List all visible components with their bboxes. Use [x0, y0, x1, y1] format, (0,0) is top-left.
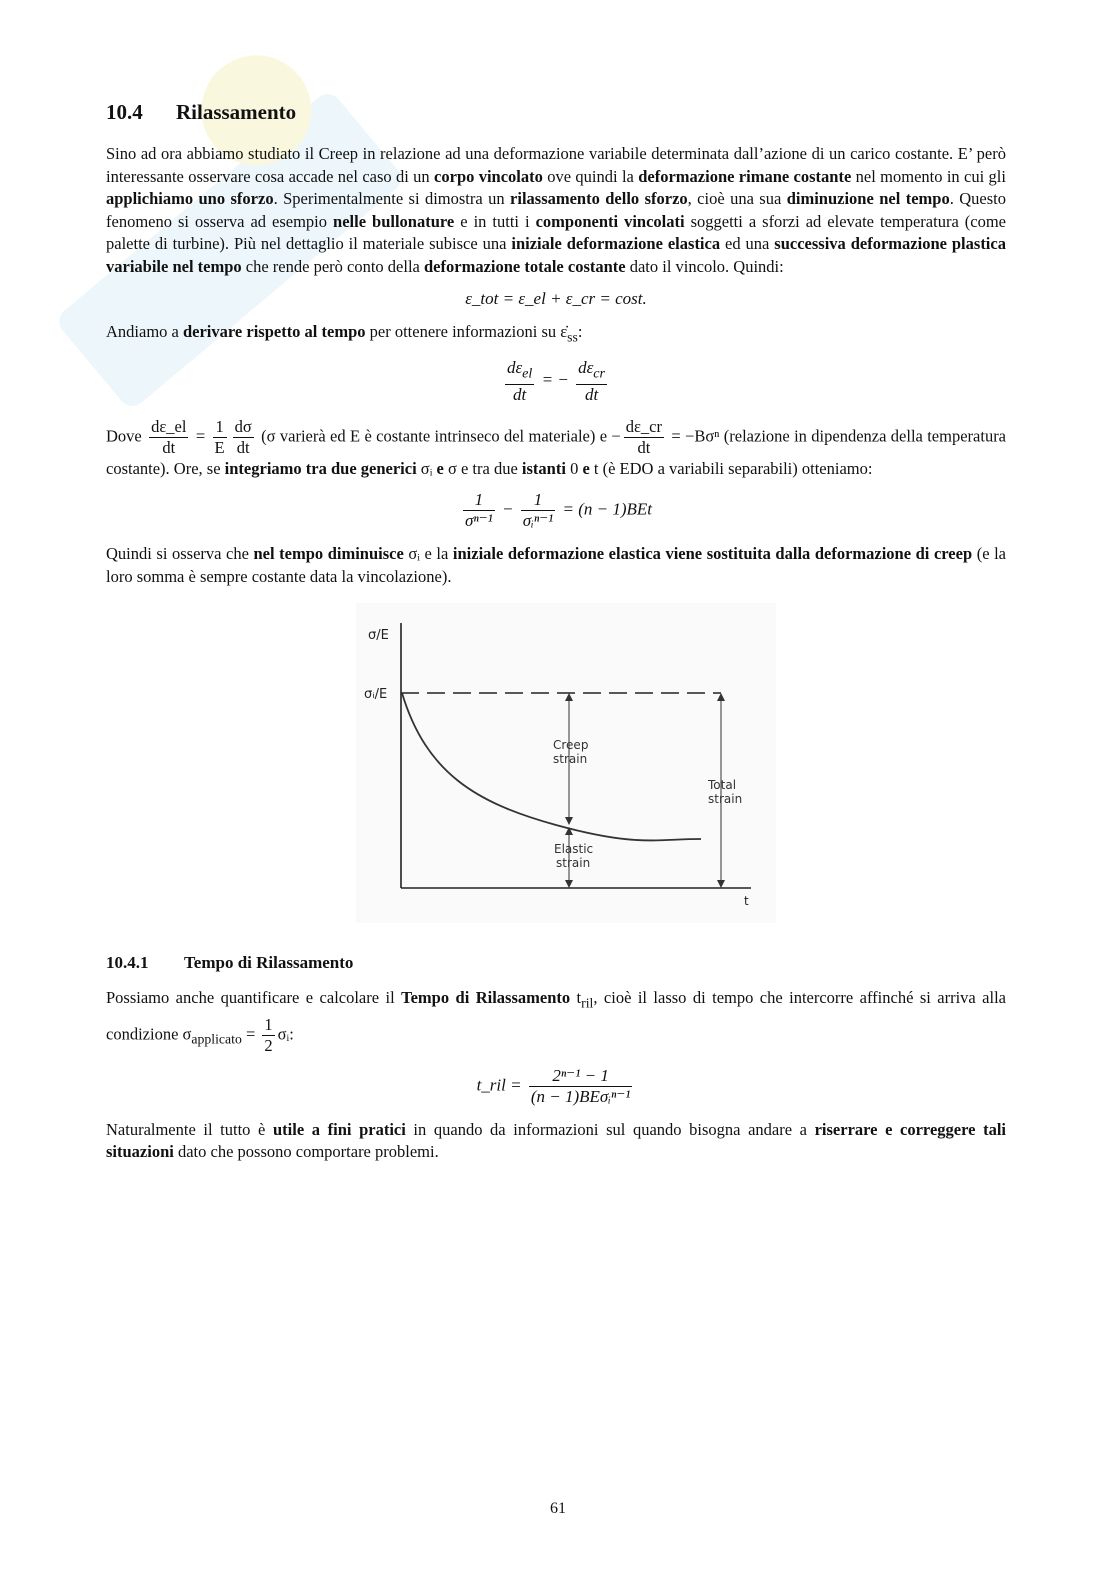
text: t: [570, 987, 582, 1007]
elastic-strain-label: strain: [556, 855, 591, 870]
text: soggetti a sforzi ad elevate temperatura (come palette di turbine). Più nel dettaglio il materiale subisce una: [106, 211, 1007, 254]
text: , cioè il lasso di tempo che intercorre affinché si arriva alla condizione σ: [106, 987, 1006, 1043]
denominator: (n − 1)BEσᵢⁿ⁻¹: [530, 1086, 631, 1106]
bold-text: applichiamo uno sforzo: [106, 189, 274, 209]
fraction: [521, 490, 556, 531]
operator: = −: [537, 370, 574, 390]
elastic-strain-label: Elastic: [554, 841, 594, 856]
text: che rende però conto della: [241, 256, 424, 276]
subscript: el: [522, 365, 533, 382]
bold-text: iniziale deformazione elastica: [511, 234, 721, 254]
text: σᵢ:: [277, 1023, 294, 1043]
subscript: cr: [593, 365, 606, 382]
text: σᵢ: [416, 458, 437, 478]
equation-total-strain: ε_tot = ε_el + ε_cr = cost.: [465, 288, 647, 308]
text: . Sperimentalmente si dimostra un: [273, 189, 511, 209]
text: Andiamo a: [106, 321, 183, 341]
text: Sino ad ora abbiamo studiato il Creep in relazione ad una deformazione variabile determinata dall’azione di un carico costante. E’ però interessante osservare cosa accade nel caso di un: [106, 144, 1006, 186]
numerator: dσ: [234, 416, 252, 436]
total-strain-label: Total: [708, 777, 737, 792]
initial-stress-label: σᵢ/E: [364, 686, 388, 702]
bold-text: derivare rispetto al tempo: [182, 321, 366, 341]
fraction: [576, 358, 607, 404]
text: dato il vincolo. Quindi:: [625, 256, 784, 276]
section-title: Rilassamento: [176, 100, 297, 124]
paragraph-dove: [106, 417, 1006, 481]
bold-text: deformazione rimane costante: [638, 166, 852, 186]
numerator: 2ⁿ⁻¹ − 1: [529, 1066, 633, 1087]
numerator: 1: [463, 490, 495, 511]
subscript: applicato: [191, 1031, 242, 1047]
bold-text: iniziale deformazione elastica viene sostituita dalla deformazione di creep: [452, 544, 973, 564]
equation-rhs: = (n − 1)BEt: [558, 499, 653, 519]
text: (σ varierà ed E è costante intrinseco del materiale) e −: [256, 426, 621, 446]
denominator: E: [214, 437, 225, 457]
numerator: dε: [506, 358, 523, 378]
bold-text: nelle bullonature: [333, 211, 455, 231]
bold-text: e: [436, 458, 444, 478]
text: ed una: [720, 234, 775, 254]
subscript: ss: [567, 328, 578, 344]
text: :: [577, 321, 583, 341]
text: t (è EDO a variabili separabili) otteniamo:: [589, 458, 873, 478]
paragraph-derive: [106, 321, 1006, 349]
text: σᵢ e la: [403, 544, 453, 564]
section-heading: [106, 100, 1006, 125]
subsection-number: 10.4.1: [106, 952, 149, 972]
text: Naturalmente il tutto è: [106, 1119, 273, 1139]
subsection-heading: [106, 953, 1006, 973]
fraction: [149, 417, 188, 458]
denominator: dt: [162, 437, 176, 457]
operator: =: [195, 426, 206, 446]
text: per ottenere informazioni su ε̇: [365, 321, 568, 341]
text: σ e tra due: [443, 458, 522, 478]
fraction: [213, 417, 227, 458]
numerator: 1: [264, 1014, 273, 1034]
content-column: [106, 100, 1006, 1164]
fraction: [233, 417, 254, 458]
text: Dove: [106, 426, 142, 446]
paragraph-intro: [106, 143, 1006, 279]
text: Quindi si osserva che: [106, 544, 254, 564]
numerator: 1: [213, 417, 227, 438]
creep-strain-label: Creep: [553, 737, 589, 752]
bold-text: successiva deformazione plastica variabile nel tempo: [106, 234, 1006, 276]
text: dato che possono comportare problemi.: [173, 1142, 439, 1162]
bold-text: diminuzione nel tempo: [786, 189, 950, 209]
subsection-title: Tempo di Rilassamento: [184, 952, 354, 972]
numerator: 1: [521, 490, 556, 511]
page-number: 61: [550, 1500, 566, 1517]
creep-strain-label: strain: [553, 751, 588, 766]
equation-derivative: [106, 358, 1006, 404]
text: in quando da informazioni sul quando bisogna andare a: [405, 1119, 815, 1139]
subscript: ril: [581, 994, 594, 1010]
text: ove quindi la: [542, 166, 639, 186]
relaxation-diagram: [356, 603, 776, 923]
bold-text: corpo vincolato: [434, 166, 543, 186]
bold-text: deformazione totale costante: [424, 256, 626, 276]
bold-text: componenti vincolati: [535, 211, 685, 231]
y-axis-label: σ/E: [368, 627, 389, 643]
denominator: σᵢⁿ⁻¹: [522, 511, 554, 531]
total-strain-label: strain: [708, 791, 743, 806]
x-axis-label: t: [744, 893, 749, 908]
section-number: 10.4: [106, 100, 143, 124]
bold-text: rilassamento dello sforzo: [510, 189, 688, 209]
equation-lhs: t_ril =: [476, 1074, 522, 1094]
bold-text: utile a fini pratici: [272, 1119, 406, 1139]
numerator: dε_el: [151, 416, 187, 436]
bold-text: riserrare e correggere tali situazioni: [106, 1119, 1006, 1162]
denominator: dt: [236, 437, 250, 457]
bold-text: integriamo tra due generici: [224, 458, 417, 478]
paragraph-practical: [106, 1119, 1006, 1164]
denominator: σⁿ⁻¹: [464, 511, 493, 531]
text: =: [241, 1023, 260, 1043]
relaxation-figure: [106, 603, 1006, 923]
operator: −: [497, 499, 518, 519]
fraction: [624, 417, 664, 458]
text: = −Bσⁿ (relazione in dipendenza della temperatura costante). Ore, se: [106, 426, 1007, 478]
bold-text: istanti: [521, 458, 566, 478]
text: Possiamo anche quantificare e calcolare il: [106, 987, 402, 1007]
fraction: [505, 358, 534, 404]
denominator: 2: [264, 1035, 273, 1055]
text: . Questo fenomeno si osserva ad esempio: [106, 189, 1006, 231]
equation-integral: [106, 490, 1006, 531]
text: nel momento in cui gli: [851, 166, 1006, 186]
text: , cioè una sua: [687, 189, 787, 209]
bold-text: nel tempo diminuisce: [253, 544, 404, 564]
bold-text: e: [582, 458, 590, 478]
numerator: dε: [578, 358, 594, 378]
fraction: [463, 490, 495, 531]
fraction: [262, 1015, 274, 1056]
numerator: dε_cr: [625, 416, 662, 436]
denominator: dt: [584, 384, 599, 404]
denominator: dt: [637, 437, 651, 457]
bold-text: Tempo di Rilassamento: [401, 987, 571, 1007]
text: e in tutti i: [454, 211, 536, 231]
text: 0: [565, 458, 583, 478]
fraction: [529, 1066, 633, 1107]
paragraph-relaxation-time: [106, 987, 1006, 1056]
paragraph-conclusion: [106, 543, 1006, 588]
equation-relaxation-time: [106, 1066, 1006, 1107]
denominator: dt: [513, 384, 527, 404]
text: (e la loro somma è sempre costante data la vincolazione).: [106, 544, 1006, 587]
